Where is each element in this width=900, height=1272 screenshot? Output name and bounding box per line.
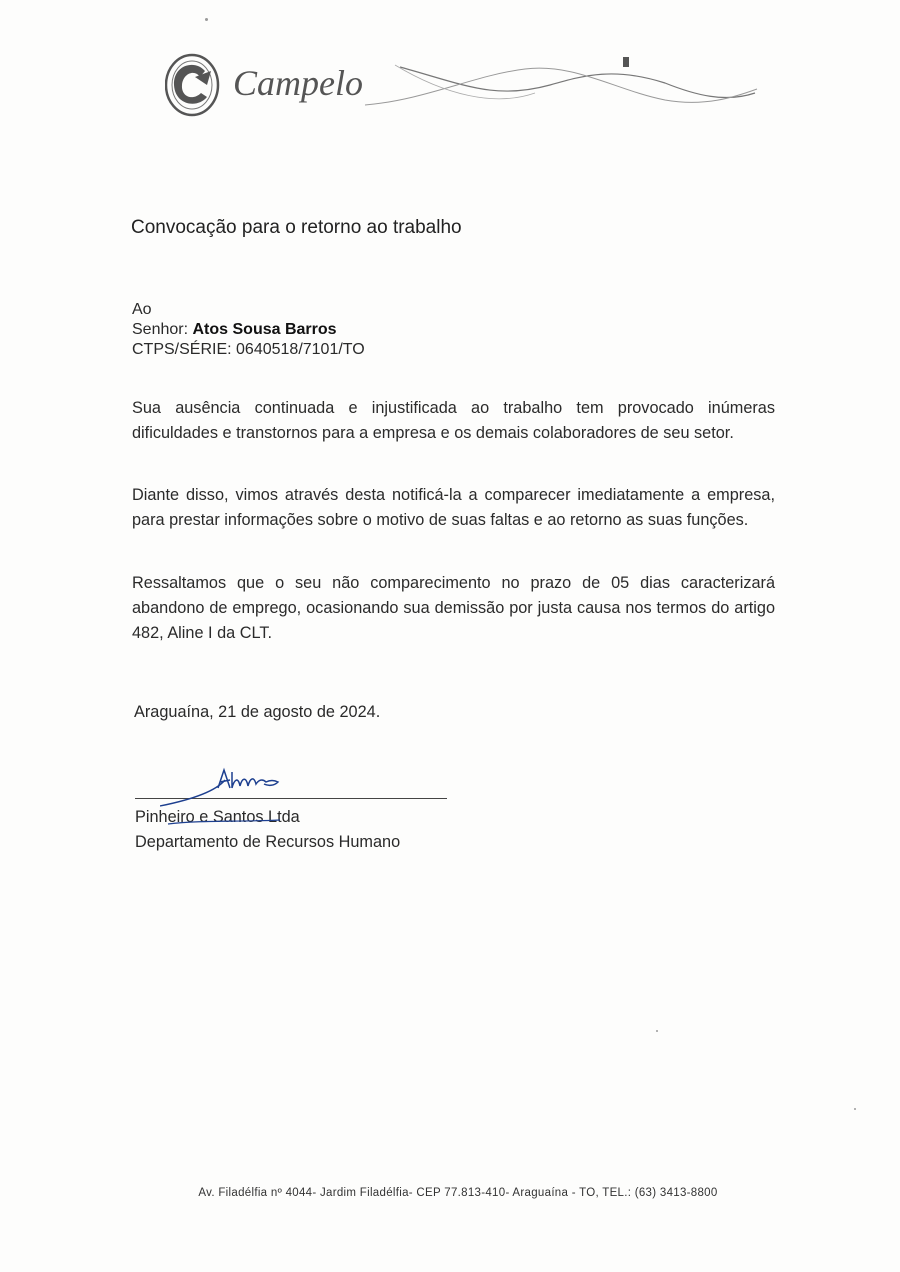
recipient-block [132,300,365,360]
paragraph-3: Ressaltamos que o seu não comparecimento no prazo de 05 dias caracterizará abandono de emprego, ocasionando sua demissão por justa causa nos termos do artigo 482, Aline I da CLT. [132,574,775,642]
campelo-logo [165,45,765,125]
handwritten-signature [160,762,330,832]
sender-company: Pinheiro e Santos Ltda [135,808,300,826]
document-title: Convocação para o retorno ao trabalho [131,217,462,238]
logo-wordmark: Campelo [233,63,363,103]
recipient-name: Atos Sousa Barros [192,321,337,338]
paragraph-2: Diante disso, vimos através desta notificá-la a comparecer imediatamente a empresa, para prestar informações sobre o motivo de suas faltas e ao retorno as suas funções. [132,486,775,529]
scan-speck [205,18,208,21]
paragraph-1: Sua ausência continuada e injustificada ao trabalho tem provocado inúmeras dificuldades e transtornos para a empresa e os demais colaboradores de seu setor. [132,399,775,442]
scan-speck [854,1108,856,1110]
scan-speck [656,1030,658,1032]
document-date: Araguaína, 21 de agosto de 2024. [134,703,381,721]
footer-address: Av. Filadélfia nº 4044- Jardim Filadélfia- CEP 77.813-410- Araguaína - TO, TEL.: (63) 3413-8800 [198,1187,718,1199]
recipient-ctps: CTPS/SÉRIE: 0640518/7101/TO [132,341,365,358]
recipient-greeting: Ao [132,301,152,318]
sender-department: Departamento de Recursos Humano [135,833,401,851]
recipient-name-label: Senhor: [132,321,189,338]
recipient-name-line [132,320,365,340]
